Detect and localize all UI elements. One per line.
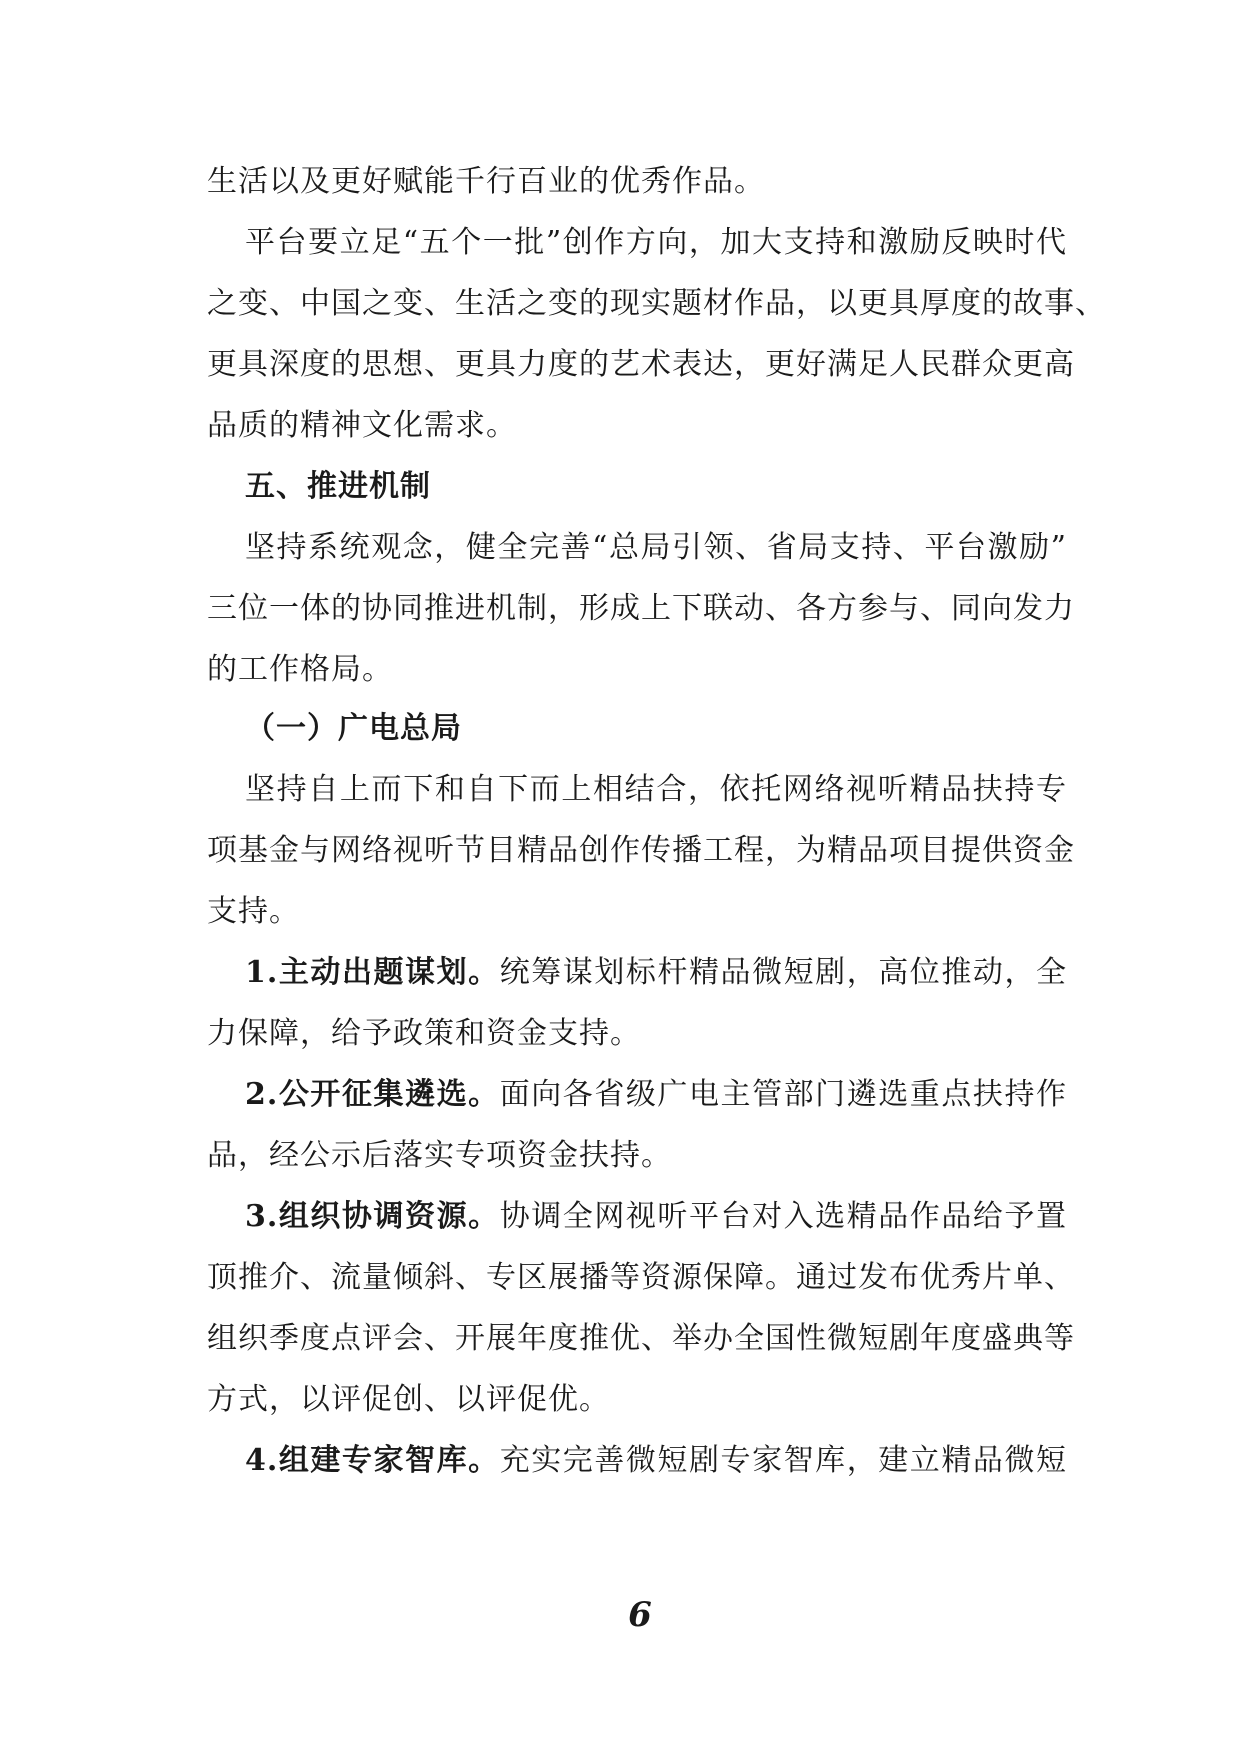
paragraph-line: 组织季度点评会、开展年度推优、举办全国性微短剧年度盛典等 (207, 1321, 1075, 1356)
paragraph-line: 生活以及更好赋能千行百业的优秀作品。 (207, 164, 765, 199)
item-text: 统筹谋划标杆精品微短剧，高位推动，全 (499, 955, 1067, 990)
paragraph-line: 的工作格局。 (207, 652, 393, 687)
item-lead: 2.公开征集遴选。 (245, 1077, 500, 1112)
paragraph-line: 项基金与网络视听节目精品创作传播工程，为精品项目提供资金 (207, 833, 1075, 868)
paragraph-line: 支持。 (207, 894, 300, 929)
paragraph-line: 之变、中国之变、生活之变的现实题材作品，以更具厚度的故事、 (207, 286, 1106, 321)
section-heading: 五、推进机制 (245, 469, 431, 504)
item-text: 面向各省级广电主管部门遴选重点扶持作 (499, 1077, 1067, 1112)
paragraph-line: 平台要立足“五个一批”创作方向，加大支持和激励反映时代 (245, 225, 1067, 260)
item-line (245, 1193, 1067, 1241)
item-lead: 1.主动出题谋划。 (245, 955, 500, 990)
paragraph-line: 顶推介、流量倾斜、专区展播等资源保障。通过发布优秀片单、 (207, 1260, 1075, 1295)
page-number: 6 (628, 1595, 652, 1635)
paragraph-line: 坚持自上而下和自下而上相结合，依托网络视听精品扶持专 (245, 772, 1067, 807)
paragraph-line: 品，经公示后落实专项资金扶持。 (207, 1138, 672, 1173)
item-line (245, 949, 1067, 997)
paragraph-line: 坚持系统观念，健全完善“总局引领、省局支持、平台激励” (245, 530, 1067, 565)
item-text: 充实完善微短剧专家智库，建立精品微短 (499, 1443, 1067, 1478)
paragraph-line: 更具深度的思想、更具力度的艺术表达，更好满足人民群众更高 (207, 347, 1075, 382)
item-lead: 3.组织协调资源。 (245, 1199, 500, 1234)
paragraph-line: 方式，以评促创、以评促优。 (207, 1382, 610, 1417)
paragraph-line: 三位一体的协同推进机制，形成上下联动、各方参与、同向发力 (207, 591, 1075, 626)
paragraph-line: 力保障，给予政策和资金支持。 (207, 1016, 641, 1051)
item-line (245, 1071, 1067, 1119)
item-line (245, 1437, 1067, 1485)
item-lead: 4.组建专家智库。 (245, 1443, 500, 1478)
subsection-heading: （一）广电总局 (245, 711, 462, 746)
item-text: 协调全网视听平台对入选精品作品给予置 (499, 1199, 1067, 1234)
paragraph-line: 品质的精神文化需求。 (207, 408, 517, 443)
